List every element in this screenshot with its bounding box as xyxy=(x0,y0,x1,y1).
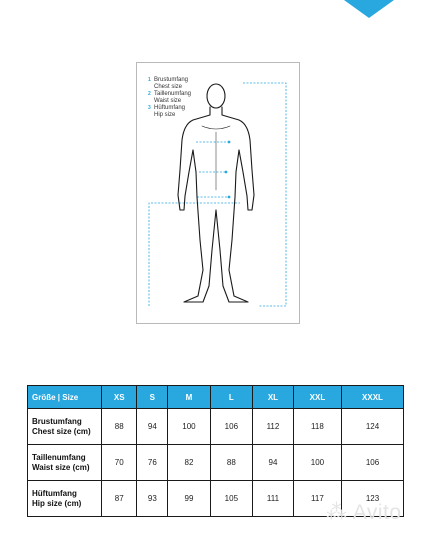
table-cell: 105 xyxy=(210,481,252,517)
table-cell: 123 xyxy=(341,481,403,517)
watermark-text: Avito xyxy=(352,501,402,524)
row-label-de: Brustumfang xyxy=(32,416,82,426)
header-size-label: Größe | Size xyxy=(28,386,102,409)
header-size-l: L xyxy=(210,386,252,409)
header-size-xxl: XXL xyxy=(293,386,341,409)
header-size-xl: XL xyxy=(253,386,294,409)
table-cell: 82 xyxy=(168,445,210,481)
table-cell: 93 xyxy=(137,481,168,517)
legend-number: 2 xyxy=(148,91,151,98)
row-label-en: Chest size (cm) xyxy=(32,426,91,436)
table-cell: 100 xyxy=(168,409,210,445)
legend-number: 1 xyxy=(148,77,151,83)
table-cell: 87 xyxy=(102,481,137,517)
head-outline xyxy=(207,84,225,108)
legend-number: 3 xyxy=(148,105,151,112)
legend-label-en: Hip size xyxy=(154,111,176,118)
legend-item-chest xyxy=(148,77,191,90)
table-header-row xyxy=(28,386,404,409)
legend-label-en: Waist size xyxy=(154,97,182,104)
table-cell: 106 xyxy=(341,445,403,481)
measurement-legend xyxy=(148,77,191,120)
table-cell: 88 xyxy=(210,445,252,481)
size-chart-table xyxy=(27,385,404,517)
legend-label-en: Chest size xyxy=(154,83,183,90)
row-label-en: Hip size (cm) xyxy=(32,498,82,508)
table-cell: 112 xyxy=(253,409,294,445)
header-size-m: M xyxy=(168,386,210,409)
height-guide-line xyxy=(243,83,286,306)
avito-watermark xyxy=(326,500,402,525)
legend-label-de: Brustumfang xyxy=(154,77,189,83)
table-cell: 117 xyxy=(293,481,341,517)
table-cell: 94 xyxy=(253,445,294,481)
legend-item-hip xyxy=(148,105,191,118)
table-row-waist xyxy=(28,445,404,481)
table-cell: 111 xyxy=(253,481,294,517)
table-cell: 118 xyxy=(293,409,341,445)
table-row-chest xyxy=(28,409,404,445)
table-cell: 70 xyxy=(102,445,137,481)
leg-length-guide-line xyxy=(149,203,240,306)
header-size-xxxl: XXXL xyxy=(341,386,403,409)
table-cell: 106 xyxy=(210,409,252,445)
row-label xyxy=(28,445,102,481)
row-label xyxy=(28,481,102,517)
legend-item-waist xyxy=(148,91,191,104)
table-cell: 100 xyxy=(293,445,341,481)
table-cell: 76 xyxy=(137,445,168,481)
table-cell: 88 xyxy=(102,409,137,445)
row-label-de: Taillenumfang xyxy=(32,452,86,462)
row-label xyxy=(28,409,102,445)
table-cell: 124 xyxy=(341,409,403,445)
header-size-s: S xyxy=(137,386,168,409)
table-cell: 99 xyxy=(168,481,210,517)
header-size-xs: XS xyxy=(102,386,137,409)
watermark-logo-icon: ⁂ xyxy=(326,501,348,524)
legend-label-de: Taillenumfang xyxy=(154,91,192,98)
row-label-en: Waist size (cm) xyxy=(32,462,90,472)
table-cell: 94 xyxy=(137,409,168,445)
row-label-de: Hüftumfang xyxy=(32,488,77,498)
legend-label-de: Hüftumfang xyxy=(154,105,186,112)
